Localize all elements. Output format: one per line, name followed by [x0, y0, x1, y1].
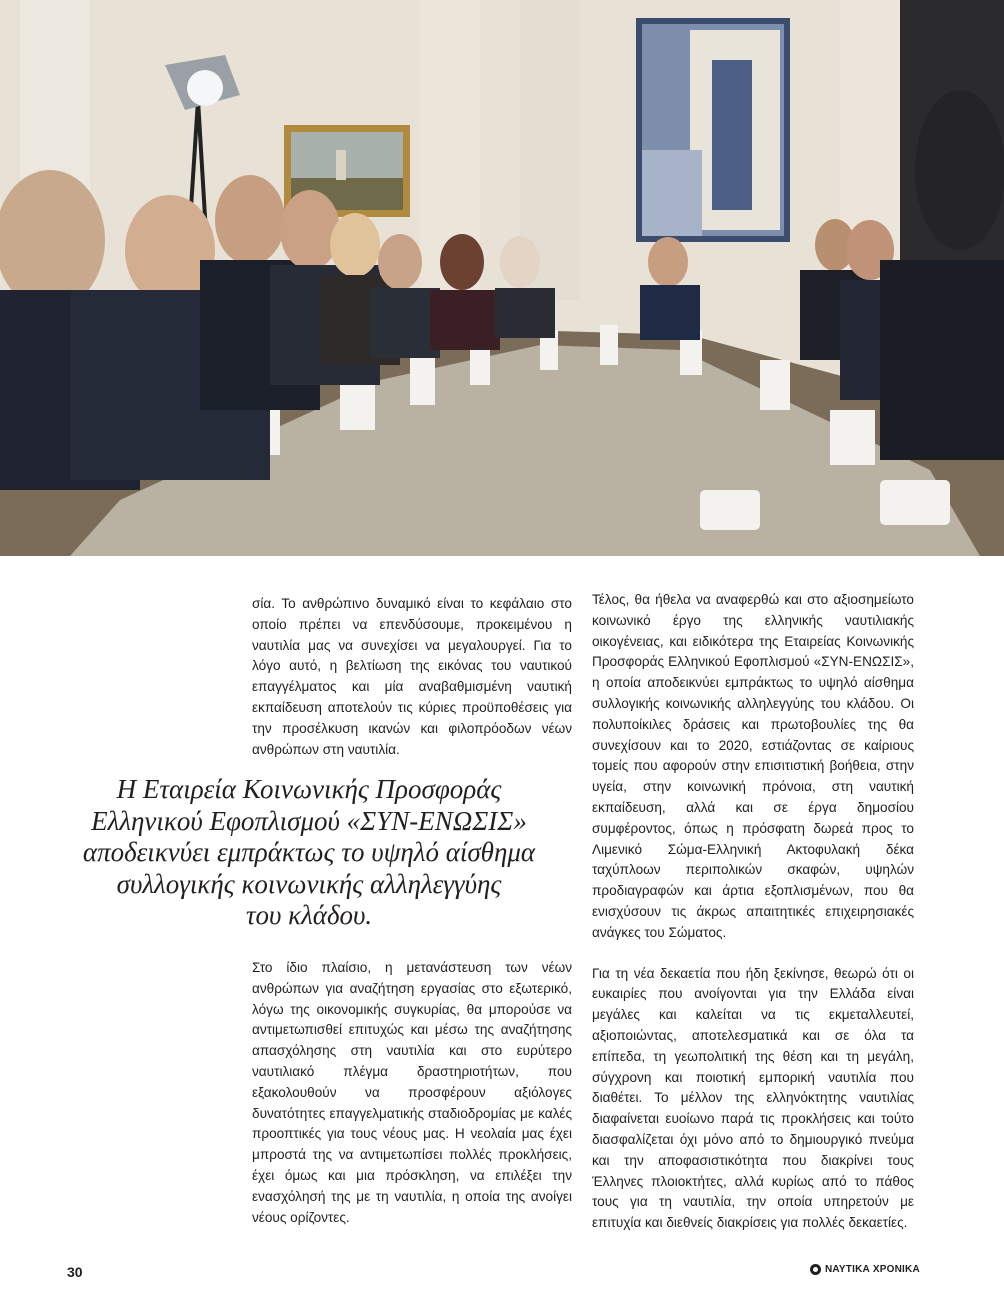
- paragraph-syn-enosis: Τέλος, θα ήθελα να αναφερθώ και στο αξιοσημείωτο κοινωνικό έργο της ελληνικής ναυτιλιακής οικογένειας, και ειδικότερα της Εταιρείας Κοινωνικής Προσφοράς Ελληνικού Εφοπλισμού «ΣΥΝ-ΕΝΩΣΙΣ», η οποία αποδεικνύει εμπράκτως το υψηλό αίσθημα συλλογικής κοινωνικής αλληλεγγύης του κλάδου. Οι πολυποίκιλες δράσεις και πρωτοβουλίες της θα συνεχίσουν και το 2020, εστιάζοντας σε καίριους τομείς που αφορούν στην επισιτιστική βοήθεια, στην υγεία, στην κοινωνική πρόνοια, στη ναυτική εκπαίδευση, αλλά και σε έργα δημοσίου συμφέροντος, όπως η πρόσφατη δωρεά προς το Λιμενικό Σώμα-Ελληνική Ακτοφυλακή δέκα ταχύπλοων περιπολικών σκαφών, υψηλών προδιαγραφών και άρτια εξοπλισμένων, που θα ενισχύσουν τις άκρως απαιτητικές επιχειρησιακές ανάγκες του Σώματος.: [592, 592, 914, 940]
- meeting-photo: [0, 0, 1004, 556]
- pull-quote-line-5: του κλάδου.: [245, 900, 373, 930]
- pull-quote-line-1: Η Εταιρεία Κοινωνικής Προσφοράς: [116, 774, 502, 804]
- magazine-brand-name: ΝΑΥΤΙΚΑ ΧΡΟΝΙΚΑ: [825, 1264, 920, 1275]
- circle-logo-icon: [810, 1264, 821, 1275]
- magazine-brand: [810, 1264, 920, 1275]
- article-column-middle-top: [252, 594, 572, 760]
- article-column-middle-bottom: [252, 958, 572, 1228]
- article-column-right: [592, 590, 914, 1234]
- pull-quote: [66, 774, 552, 932]
- pull-quote-line-4: συλλογικής κοινωνικής αλληλεγγύης: [116, 868, 502, 899]
- pull-quote-line-3: αποδεικνύει εμπράκτως το υψηλό αίσθημα: [82, 837, 536, 867]
- paragraph-youth-migration: Στο ίδιο πλαίσιο, η μετανάστευση των νέων ανθρώπων για αναζήτηση εργασίας στο εξωτερικό, λόγω της οικονομικής συγκυρίας, θα μπορούσε να αντιμετωπισθεί επιτυχώς και μέσω της αναζήτησης απασχόλησης στη ναυτιλία και στο ευρύτερο ναυτιλιακό πλέγμα δραστηριοτήτων, που εξακολουθούν να προσφέρουν αξιόλογες δυνατότητες επαγγελματικής σταδιοδρομίας με καλές προοπτικές για τους νέους μας. Η νεολαία μας έχει μπροστά της να αντιμετωπίσει πολλές προκλήσεις, έχει όμως και μια πρόσκληση, να επιλέξει την ενασχόλησή της με τη ναυτιλία, η οποία της ανοίγει νέους ορίζοντες.: [252, 960, 572, 1225]
- pull-quote-line-2: Ελληνικού Εφοπλισμού «ΣΥΝ-ΕΝΩΣΙΣ»: [91, 805, 527, 836]
- paragraph-human-resources: σία. Το ανθρώπινο δυναμικό είναι το κεφάλαιο στο οποίο πρέπει να επενδύσουμε, προκειμένου η ναυτιλία μας να συνεχίσει να μεγαλουργεί. Για το λόγο αυτό, η βελτίωση της εικόνας του ναυτικού επαγγέλματος και μία αναβαθμισμένη ναυτική εκπαίδευση αποτελούν τις κύριες προϋποθέσεις για την προσέλκυση ικανών και φιλοπρόοδων νέων ανθρώπων στη ναυτιλία.: [252, 596, 572, 757]
- abstract-painting: [636, 18, 790, 242]
- meeting-photo-illustration: [0, 0, 1004, 556]
- page-number: 30: [67, 1264, 83, 1280]
- paragraph-new-decade: Για τη νέα δεκαετία που ήδη ξεκίνησε, θεωρώ ότι οι ευκαιρίες που ανοίγονται για την Ελλάδα είναι μεγάλες και καλείται να τις εκμεταλλευτεί, αξιοποιώντας, αποτελεσματικά και σε όλα τα επίπεδα, τη γεωπολιτική της θέση και τη μεγάλη, σύγχρονη και ποιοτική εμπορική ναυτιλία που διαθέτει. Το μέλλον της ελληνόκτητης ναυτιλίας διαφαίνεται ευοίωνο παρά τις προκλήσεις και τούτο διασφαλίζεται όχι μόνο από το δημιουργικό πνεύμα και την αποφασιστικότητα που διακρίνει τους Έλληνες πλοιοκτήτες, αλλά κυρίως από το πάθος τους για τη ναυτιλία, την οποία υπηρετούν με επιτυχία και διεθνείς διακρίσεις για πολλές δεκαετίες.: [592, 965, 914, 1231]
